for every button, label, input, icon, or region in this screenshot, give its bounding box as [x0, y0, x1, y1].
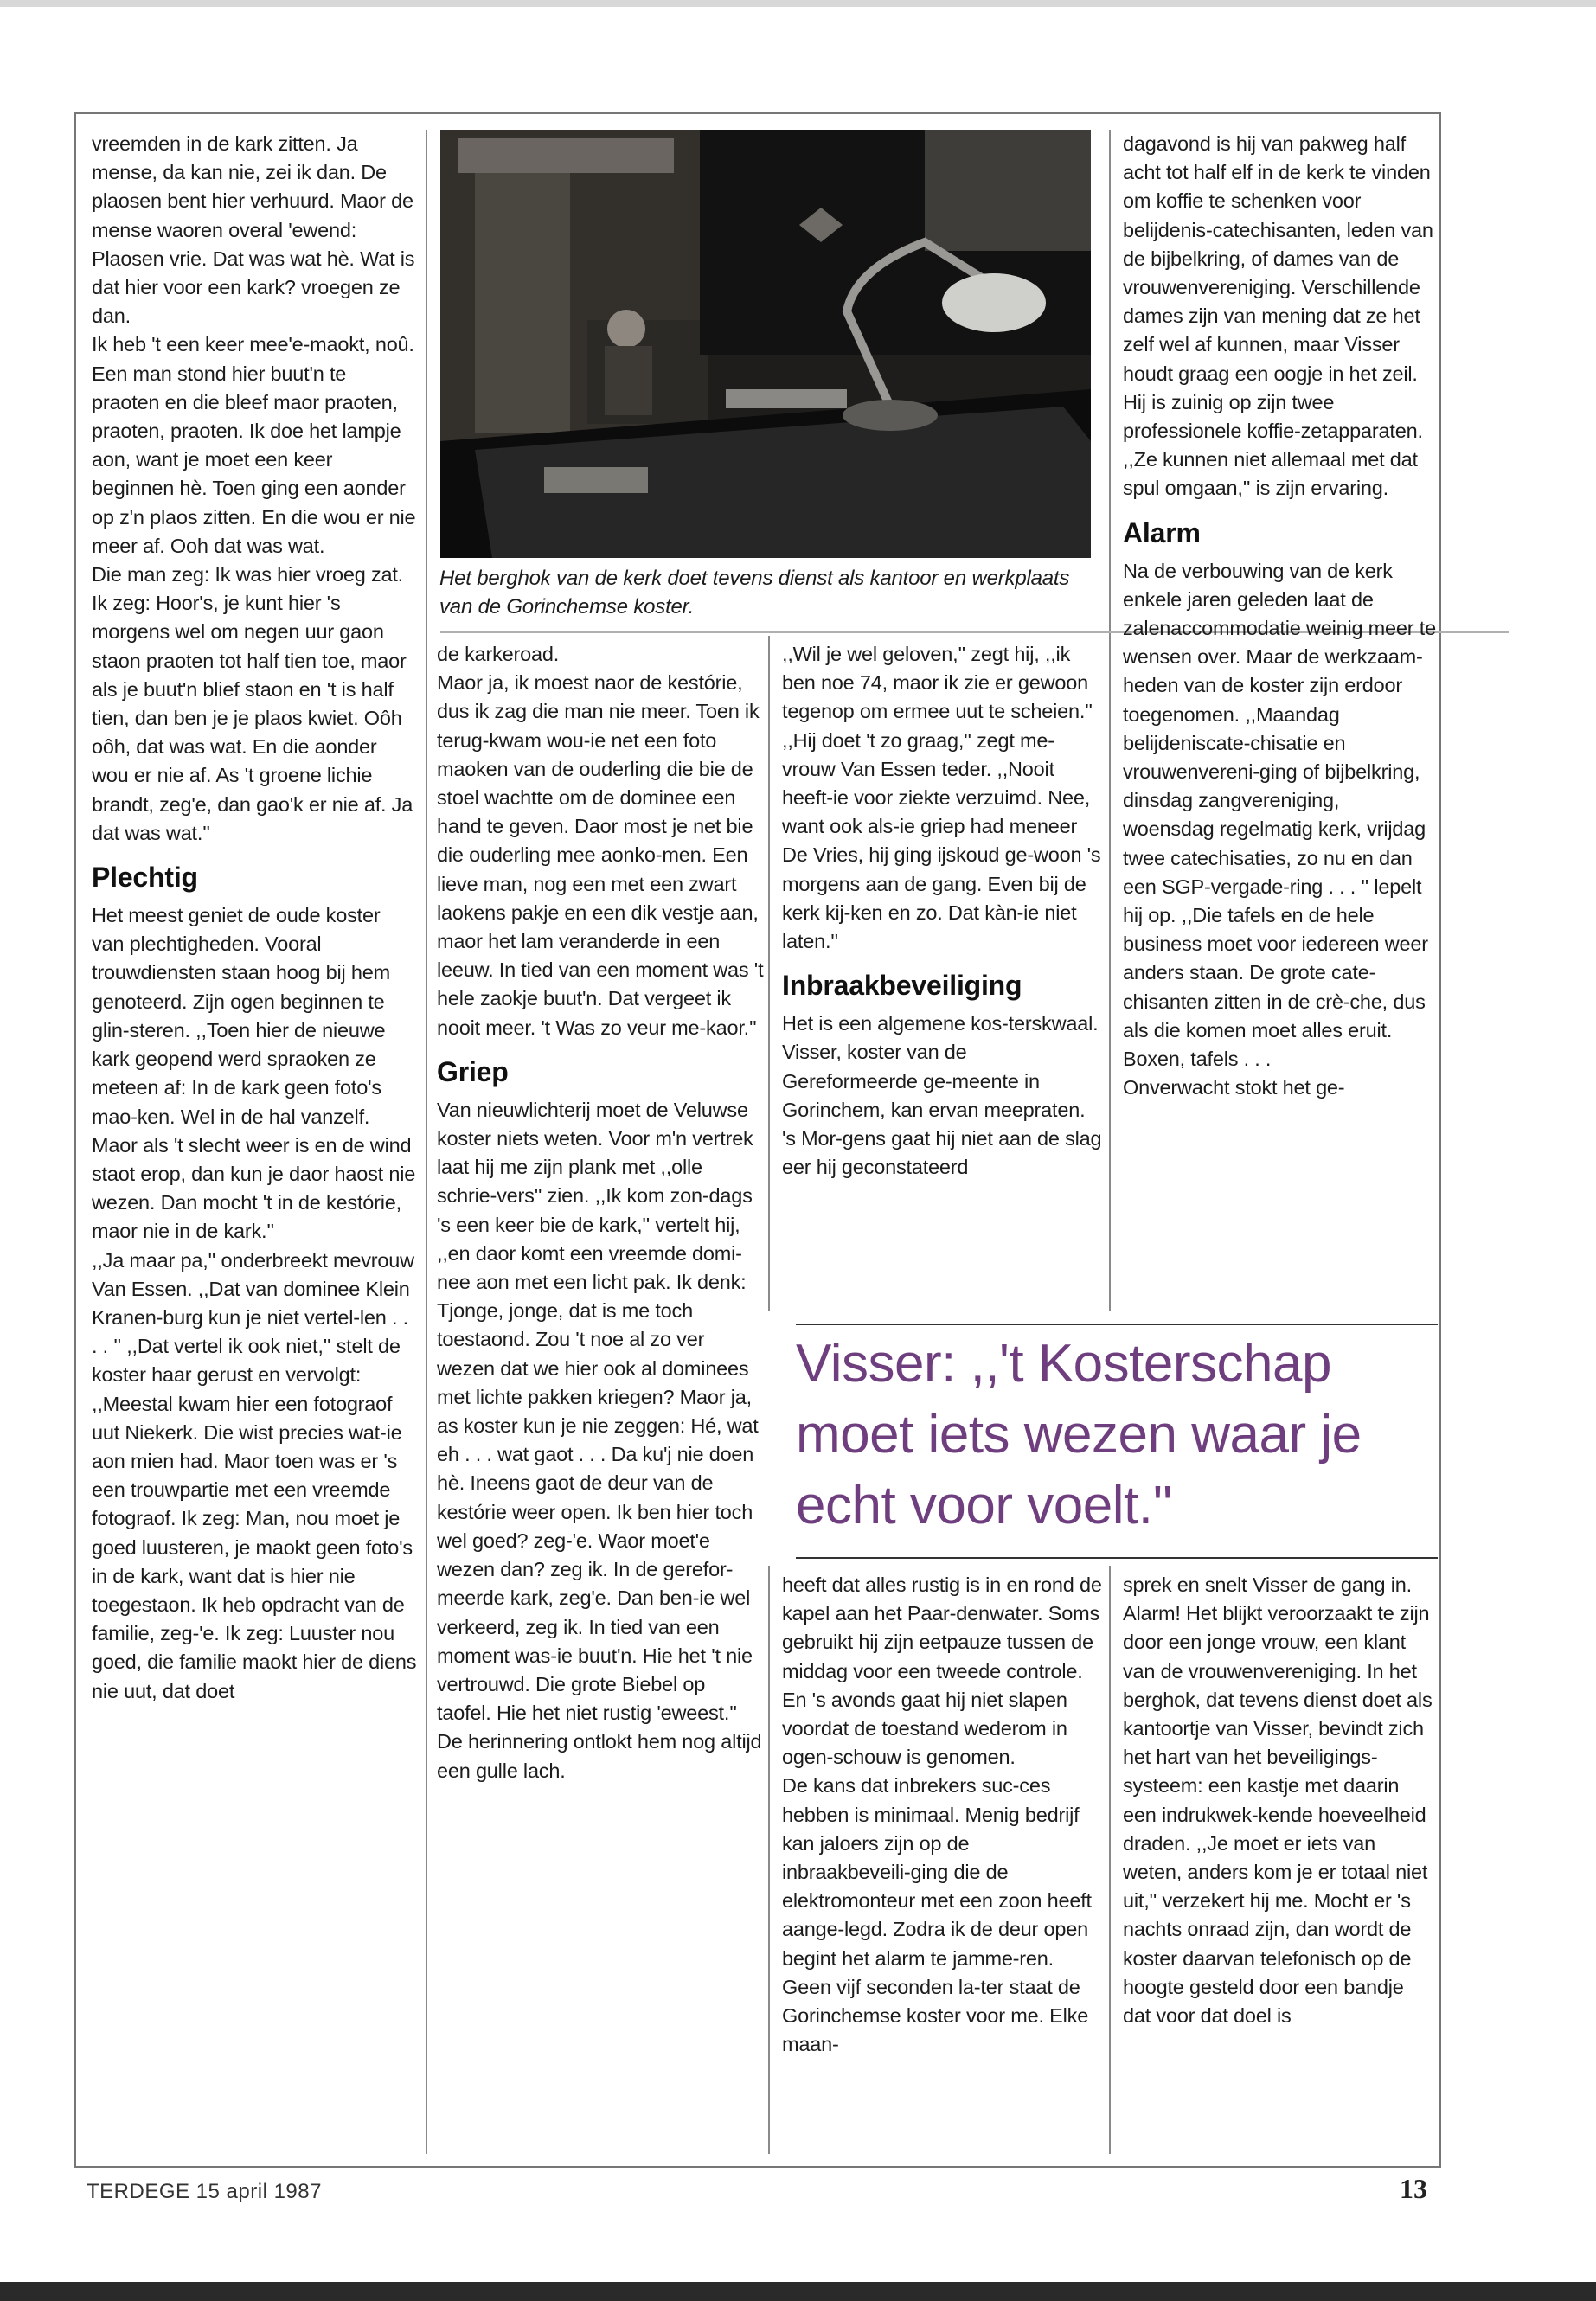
- paragraph: sprek en snelt Visser de gang in. Alarm! Het blijkt veroorzaakt te zijn door een jonge vrouw, een klant van de vrouwenvereniging. In het berghok, dat tevens dienst doet als kantoortje van Visser, bevindt zich het hart van het beveiligings-systeem: een kastje met daarin een indrukwek-kende hoeveelheid draden. ,,Je moet er iets van weten, anders kom je er totaal niet uit,'' verzekert hij me. Mocht er 's nachts onraad zijn, dan wordt de koster daarvan telefonisch op de hoogte gesteld door een bandje dat voor dat doel is: [1123, 1574, 1433, 2028]
- column-rule: [1109, 130, 1111, 1311]
- column-rule: [768, 1566, 770, 2154]
- section-heading-inbraakbeveiliging: Inbraakbeveiliging: [782, 970, 1022, 1002]
- paragraph: vreemden in de kark zitten. Ja mense, da kan nie, zei ik dan. De plaosen bent hier verhuurd. Maor de mense waoren overal 'ewend: Plaosen vrie. Dat was wat hè. Wat is dat hier voor een kark? vroegen ze dan.: [92, 132, 415, 328]
- top-edge: [0, 0, 1596, 7]
- section-heading-griep: Griep: [437, 1055, 509, 1087]
- column-1: [92, 130, 417, 2158]
- photo-caption: Het berghok van de kerk doet tevens dienst als kantoor en werkplaats van de Gorinchemse koster.: [439, 567, 1070, 619]
- bottom-edge: [0, 2282, 1596, 2301]
- paragraph: heeft dat alles rustig is in en rond de kapel aan het Paar-denwater. Soms gebruikt hij zijn eetpauze tussen de middag voor een tweede controle. En 's avonds gaat hij niet slapen voordat de toestand wederom in ogen-schouw is genomen.: [782, 1574, 1102, 1769]
- paragraph: Onverwacht stokt het ge-: [1123, 1076, 1345, 1099]
- column-rule: [768, 636, 770, 1311]
- quote-rule-top: [796, 1324, 1438, 1325]
- section-heading-plechtig: Plechtig: [92, 862, 198, 894]
- paragraph: Van nieuwlichterij moet de Veluwse koster niets weten. Voor m'n vertrek laat hij me zijn plank met ,,olle schrie-vers'' zien. ,,Ik kom zon-dags 's een keer bie de kark,'' vertelt hij, ,,en daor komt een vreemde domi-nee aon met een licht pak. Ik denk: Tjonge, jonge, dat is me toch toestaond. Zou 't noe al zo ver wezen dat we hier ook al dominees met lichte pakken kriegen? Maor ja, as koster kun je nie zeggen: Hé, wat eh . . . wat gaot . . . Da ku'j nie doen hè. Ineens gaot de deur van de kestórie weer open. Ik ben hier toch wel goed? zeg-'e. Waor moet'e wezen dan? zeg ik. In de gerefor-meerde kark, zeg'e. Dan ben-ie wel verkeerd, zeg ik. In tied van een moment was-ie buut'n. Hie het 't nie vertrouwd. Die grote Biebel op taofel. Hie het niet rustig 'eweest.'': [437, 1098, 759, 1725]
- column-rule: [426, 130, 427, 2154]
- page-number: 13: [1400, 2173, 1427, 2204]
- column-3-lower: [782, 1571, 1102, 2159]
- paragraph: Maor ja, ik moest naor de kestórie, dus ik zag die man nie meer. Toen ik terug-kwam wou-ie net een foto maoken van de ouderling die bie de stoel wachtte om de dominee een hand te geven. Daor most je net bie die ouderling mee aonko-men. Een lieve man, nog een met een zwart laokens pakje en een dik vestje aan, maor het lam veranderde in een leeuw. In tied van een moment was 't hele zaokje buut'n. Dat vergeet ik nooit meer. 't Was zo veur me-kaor.'': [437, 671, 764, 1039]
- column-4-lower: [1123, 1571, 1436, 2159]
- footer-publication: TERDEGE 15 april 1987: [87, 2180, 322, 2203]
- paragraph: de karkeroad.: [437, 643, 560, 665]
- paragraph: Het is een algemene kos-terskwaal. Visser, koster van de Gereformeerde ge-meente in Gorinchem, kan ervan meepraten. 's Mor-gens gaat hij niet aan de slag eer hij geconstateerd: [782, 1012, 1102, 1179]
- photo-berghok: [440, 130, 1091, 558]
- paragraph: Die man zeg: Ik was hier vroeg zat. Ik zeg: Hoor's, je kunt hier 's morgens wel om negen uur gaon staon praoten tot half tien toe, maor als je buut'n blief staon en 't is half tien, dan ben je je plaos kwiet. Oôh oôh, dat was wat. En die aonder wou er nie af. As 't groene lichie brandt, zeg'e, dan gao'k er nie af. Ja dat was wat.'': [92, 563, 413, 844]
- paragraph: De kans dat inbrekers suc-ces hebben is minimaal. Menig bedrijf kan jaloers zijn op de inbraakbeveili-ging die de elektromonteur met een zoon heeft aange-legd. Zodra ik de deur open begint het alarm te jamme-ren. Geen vijf seconden la-ter staat de Gorinchemse koster voor me. Elke maan-: [782, 1774, 1092, 2056]
- section-heading-alarm: Alarm: [1123, 516, 1201, 548]
- paragraph: Na de verbouwing van de kerk enkele jaren geleden laat de zalenaccommodatie weinig meer te wensen over. Maar de werkzaam-heden van de koster zijn erdoor toegenomen. ,,Maandag belijdeniscate-chisatie en vrouwenvereni-ging of bijbelkring, dinsdag zangvereniging, woensdag regelmatig kerk, vrijdag twee catechisaties, zo nu en dan een SGP-vergade-ring . . . '' lepelt hij op. ,,Die tafels en de hele business moet voor iedereen weer anders staan. De grote cate-chisanten zitten in de crè-che, dus als die komen moet alles eruit. Boxen, tafels . . .: [1123, 559, 1436, 1071]
- column-rule: [1109, 1566, 1111, 2154]
- column-4-upper: [1123, 130, 1436, 1313]
- paragraph: dagavond is hij van pakweg half acht tot half elf in de kerk te vinden om koffie te schenken voor belijdenis-catechisanten, leden van de bijbelkring, of dames van de vrouwenvereniging. Verschillende dames zijn van mening dat ze het zelf wel af kunnen, maar Visser houdt graag een oogje in het zeil. Hij is zuinig op zijn twee professionele koffie-zetapparaten. ,,Ze kunnen niet allemaal met dat spul omgaan,'' is zijn ervaring.: [1123, 132, 1433, 500]
- photo-illustration: [440, 130, 1091, 558]
- paragraph: Ik heb 't een keer mee'e-maokt, noû. Een man stond hier buut'n te praoten en die bleef maor praoten, praoten, praoten. Ik doe het lampje aon, want je moet een keer beginnen hè. Toen ging een aonder op z'n plaos zitten. En die wou er nie meer af. Ooh dat was wat.: [92, 333, 416, 557]
- column-2: [437, 640, 764, 2158]
- paragraph: Het meest geniet de oude koster van plechtigheden. Vooral trouwdiensten staan hoog bij hem genoteerd. Zijn ogen beginnen te glin-steren. ,,Toen hier de nieuwe kark geopend werd spraoken ze meteen af: In de kark geen foto's mao-ken. Wel in de hal vanzelf. Maor als 't slecht weer is en de wind staot erop, dan kun je daor haost nie wezen. Dan mocht 't in de kestórie, maor nie in de kark.'': [92, 904, 416, 1243]
- paragraph: ,,Ja maar pa,'' onderbreekt mevrouw Van Essen. ,,Dat van dominee Klein Kranen-burg kun je niet vertel-len . . . . '' ,,Dat vertel ik ook niet,'' stelt de koster haar gerust en vervolgt: ,,Meestal kwam hier een fotograof uut Niekerk. Die wist precies wat-ie aon mien had. Maor toen was er 's een trouwpartie met een vreemde fotograof. Ik zeg: Man, nou moet je goed luusteren, je maokt geen foto's in de kark, want dat is hier nie toegestaon. Ik heb opdracht van de familie, zeg-'e. Ik zeg: Luuster nou goed, die familie maokt hier de diens nie uut, dat doet: [92, 1248, 417, 1702]
- paragraph: ,,Wil je wel geloven,'' zegt hij, ,,ik ben noe 74, maor ik zie er gewoon tegenop om ermee uut te scheien.'' ,,Hij doet 't zo graag,'' zegt me-vrouw Van Essen teder. ,,Nooit heeft-ie voor ziekte verzuimd. Nee, want ook als-ie griep had meneer De Vries, hij ging ijskoud ge-woon 's morgens aan de gang. Even bij de kerk kij-ken en zo. Dat kàn-ie niet laten.'': [782, 643, 1101, 953]
- paragraph: De herinnering ontlokt hem nog altijd een gulle lach.: [437, 1730, 762, 1782]
- pull-quote: Visser: ,,'t Kosterschap moet iets wezen waar je echt voor voelt.'': [796, 1334, 1362, 1535]
- quote-rule-bottom: [796, 1557, 1438, 1559]
- column-3-upper: [782, 640, 1102, 1313]
